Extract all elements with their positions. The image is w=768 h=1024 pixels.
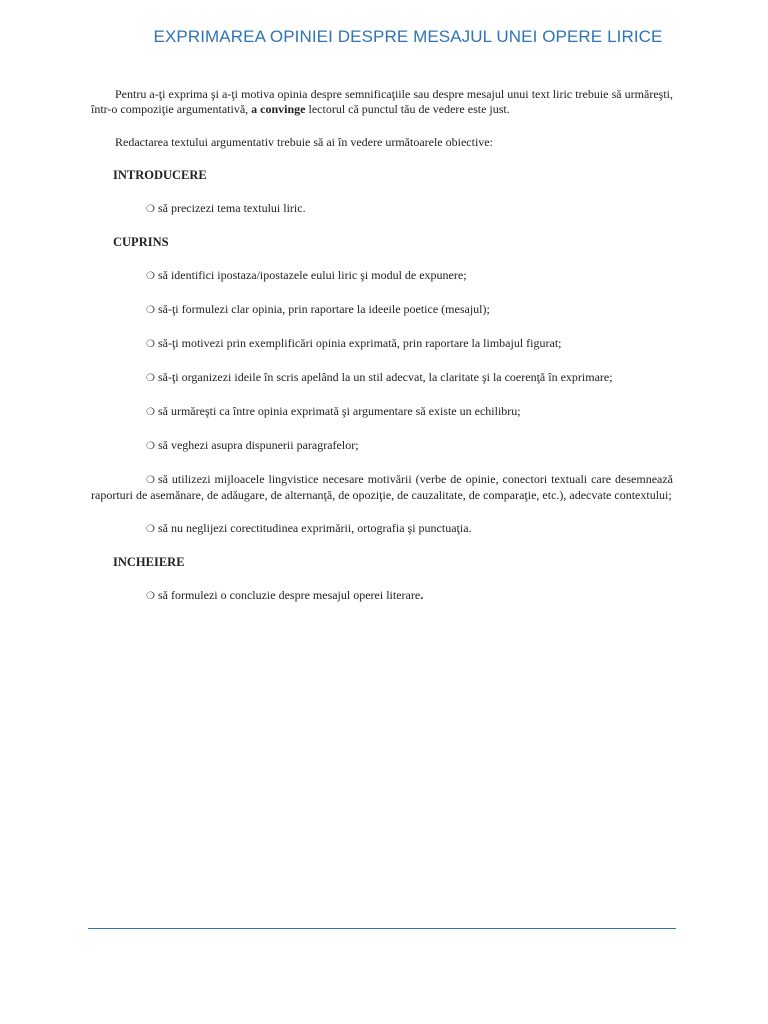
list-item-text: să urmăreşti ca între opinia exprimată şi argumentare să existe un echilibru; bbox=[157, 404, 521, 418]
list-item-text: să-ţi formulezi clar opinia, prin raportare la ideeile poetice (mesajul); bbox=[157, 302, 490, 316]
list-item bbox=[91, 438, 673, 454]
list-item bbox=[91, 472, 673, 503]
list-item-text: să utilizezi mijloacele lingvistice necesare motivării (verbe de opinie, conectori textuali care desemnează raporturi de asemănare, de adăugare, de alternanţă, de opoziţie, de cauzalitate, de comparaţie, etc.), adecvate contextului; bbox=[91, 472, 673, 502]
bullet-icon: ❍ bbox=[146, 407, 155, 418]
list-item bbox=[91, 302, 673, 318]
list-item bbox=[91, 201, 673, 217]
list-item bbox=[91, 268, 673, 284]
list-item bbox=[91, 370, 673, 386]
intro-paragraph bbox=[91, 87, 673, 117]
document-body bbox=[91, 87, 673, 604]
bullet-icon: ❍ bbox=[146, 305, 155, 316]
document-title: EXPRIMAREA OPINIEI DESPRE MESAJUL UNEI OPERE LIRICE bbox=[153, 27, 663, 46]
bullet-icon: ❍ bbox=[146, 339, 155, 350]
list-item-text: să-ţi organizezi ideile în scris apelând la un stil adecvat, la claritate şi la coerenţă în exprimare; bbox=[157, 370, 613, 384]
bullet-icon: ❍ bbox=[146, 591, 155, 602]
objectives-intro: Redactarea textului argumentativ trebuie să ai în vedere următoarele obiective: bbox=[115, 135, 493, 149]
footer-divider bbox=[88, 928, 676, 929]
section-heading-introducere: INTRODUCERE bbox=[113, 168, 207, 182]
bullet-icon: ❍ bbox=[146, 524, 155, 535]
list-item-text: să precizezi tema textului liric. bbox=[157, 201, 306, 215]
bullet-icon: ❍ bbox=[146, 475, 155, 486]
list-item-text: să identifici ipostaza/ipostazele eului liric şi modul de expunere; bbox=[157, 268, 467, 282]
list-item-text: să veghezi asupra dispunerii paragrafelor; bbox=[157, 438, 359, 452]
bullet-icon: ❍ bbox=[146, 373, 155, 384]
section-heading-incheiere: INCHEIERE bbox=[113, 555, 185, 569]
list-item-text: să-ţi motivezi prin exemplificări opinia exprimată, prin raportare la limbajul figurat; bbox=[157, 336, 562, 350]
final-period: . bbox=[420, 588, 424, 602]
intro-text-part1: Pentru a-ţi exprima şi a-ţi motiva opinia despre semnificaţiile sau despre mesajul unui text liric trebuie să urmăreşti, într-o compoziţie argumentativă, bbox=[91, 87, 673, 116]
section-heading-cuprins: CUPRINS bbox=[113, 235, 169, 249]
bullet-icon: ❍ bbox=[146, 441, 155, 452]
list-item bbox=[91, 404, 673, 420]
intro-emphasis: a convinge bbox=[251, 102, 306, 116]
list-item bbox=[91, 336, 673, 352]
list-item-text: să formulezi o concluzie despre mesajul operei literare bbox=[157, 588, 421, 602]
intro-text-part2: lectorul că punctul tău de vedere este just. bbox=[308, 102, 510, 116]
list-item bbox=[91, 588, 673, 604]
bullet-icon: ❍ bbox=[146, 204, 155, 215]
list-item-text: să nu neglijezi corectitudinea exprimării, ortografia şi punctuaţia. bbox=[157, 521, 472, 535]
bullet-icon: ❍ bbox=[146, 271, 155, 282]
list-item bbox=[91, 521, 673, 537]
